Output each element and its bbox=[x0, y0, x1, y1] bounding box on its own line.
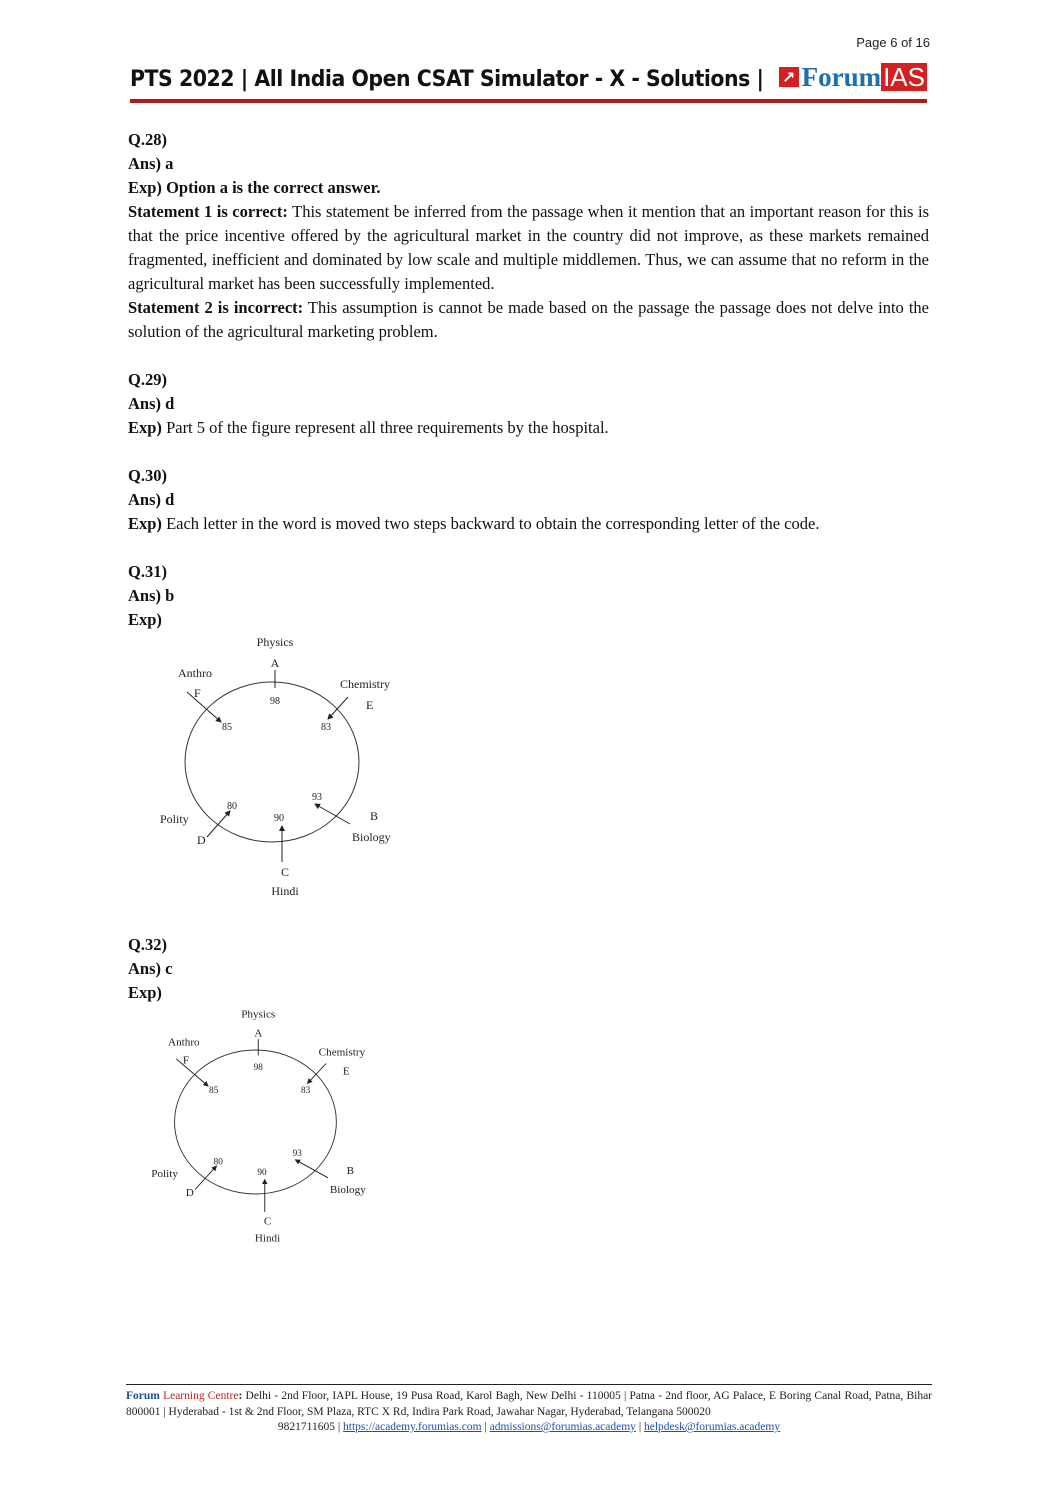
answer: Ans) c bbox=[128, 959, 173, 978]
exp-summary: Option a is the correct answer. bbox=[166, 178, 381, 197]
page-number: Page 6 of 16 bbox=[856, 35, 930, 50]
label-hindi: Hindi bbox=[254, 1232, 281, 1245]
value-83: 83 bbox=[301, 1085, 311, 1096]
footer-website-link[interactable]: https://academy.forumias.com bbox=[343, 1421, 482, 1433]
label-b: B bbox=[370, 809, 379, 823]
value-90: 90 bbox=[274, 813, 284, 824]
exp-label: Exp) bbox=[128, 983, 162, 1002]
question-number: Q.30) bbox=[128, 466, 167, 485]
diagram-q31 bbox=[150, 632, 929, 911]
label-a: A bbox=[270, 656, 280, 670]
arrow-icon: ↗ bbox=[779, 67, 799, 87]
footer-phone: 9821711605 bbox=[277, 1421, 335, 1433]
label-polity: Polity bbox=[160, 812, 189, 826]
label-d: D bbox=[185, 1186, 194, 1199]
arrow-e bbox=[328, 697, 348, 719]
footer-address: Delhi - 2nd Floor, IAPL House, 19 Pusa Road, Karol Bagh, New Delhi - 110005 | Patna - 2nd floor, AG Palace, E Boring Canal Road, Patna, Bihar 800001 | Hyderabad - 1st & 2nd Floor, SM Plaza, RTC X Rd, Indira Park Road, Jawahar Nagar, Hyderabad, Telangana 500020 bbox=[126, 1390, 933, 1418]
answer: Ans) b bbox=[128, 586, 175, 605]
exp-label: Exp) bbox=[128, 418, 162, 437]
question-31 bbox=[128, 560, 929, 911]
question-number: Q.32) bbox=[128, 935, 167, 954]
footer-learning-centre: Learning Centre bbox=[163, 1390, 239, 1402]
arrow-b bbox=[315, 804, 350, 824]
value-80: 80 bbox=[213, 1156, 223, 1167]
arrow-f bbox=[176, 1059, 208, 1086]
footer-admissions-email-link[interactable]: admissions@forumias.academy bbox=[489, 1421, 636, 1433]
label-chemistry: Chemistry bbox=[318, 1046, 366, 1059]
arrow-e bbox=[308, 1064, 327, 1084]
label-biology: Biology bbox=[352, 830, 391, 844]
label-anthro: Anthro bbox=[178, 666, 212, 680]
question-number: Q.28) bbox=[128, 130, 167, 149]
label-anthro: Anthro bbox=[168, 1036, 200, 1049]
diagram-q32 bbox=[142, 1005, 874, 1256]
label-physics: Physics bbox=[241, 1008, 276, 1021]
exp-text: Part 5 of the figure represent all three requirements by the hospital. bbox=[166, 418, 609, 437]
arrow-d bbox=[207, 811, 230, 837]
value-98: 98 bbox=[253, 1061, 263, 1072]
label-f: F bbox=[182, 1054, 190, 1067]
subject-circle-diagram bbox=[142, 1005, 386, 1250]
statement-label: Statement 1 is correct: bbox=[128, 202, 288, 221]
label-c: C bbox=[263, 1215, 272, 1228]
footer-helpdesk-email-link[interactable]: helpdesk@forumias.academy bbox=[644, 1421, 781, 1433]
label-f: F bbox=[194, 686, 201, 700]
exp-label: Exp) bbox=[128, 610, 162, 629]
value-90: 90 bbox=[257, 1167, 267, 1178]
label-physics: Physics bbox=[256, 635, 294, 649]
label-hindi: Hindi bbox=[271, 884, 299, 898]
logo-ias: IAS bbox=[883, 62, 925, 92]
label-e: E bbox=[342, 1065, 350, 1078]
exp-text: Each letter in the word is moved two steps backward to obtain the corresponding letter of the code. bbox=[166, 514, 820, 533]
question-32 bbox=[128, 933, 929, 1284]
label-c: C bbox=[280, 865, 290, 879]
exp-label: Exp) bbox=[128, 178, 162, 197]
footer-colon: : bbox=[238, 1390, 243, 1402]
label-biology: Biology bbox=[329, 1184, 366, 1197]
solutions-content bbox=[128, 128, 929, 1284]
forumias-logo bbox=[779, 63, 927, 91]
question-28 bbox=[128, 128, 929, 344]
label-b: B bbox=[346, 1165, 355, 1178]
label-chemistry: Chemistry bbox=[340, 677, 390, 691]
label-d: D bbox=[197, 833, 206, 847]
arrow-d bbox=[195, 1166, 216, 1189]
label-polity: Polity bbox=[151, 1168, 178, 1180]
label-e: E bbox=[366, 698, 374, 712]
value-93: 93 bbox=[292, 1148, 302, 1159]
page-footer: Forum Learning Centre: Delhi - 2nd Floor, IAPL House, 19 Pusa Road, Karol Bagh, New Delhi - 110005 | Patna - 2nd floor, AG Palace, E Boring Canal Road, Patna, Bihar 800001 | Hyderabad - 1st & 2nd Floor, SM Plaza, RTC X Rd, Indira Park Road, Jawahar Nagar, Hyderabad, Telangana 500020 9821711605 | https://academy.forumias.com | admissions@forumias.academy | helpdesk@forumias.academy bbox=[126, 1384, 932, 1436]
arrow-b bbox=[295, 1160, 328, 1178]
value-83: 83 bbox=[321, 722, 331, 733]
question-number: Q.31) bbox=[128, 562, 167, 581]
answer: Ans) d bbox=[128, 394, 175, 413]
statement-text: This statement be inferred from the passage when it mention that an important reason for this is that the price incentive offered by the agricultural market in the country did not improve, as these markets remained fragmented, inefficient and dominated by low scale and multiple middlemen. Thus, we can assume that no reform in the agricultural market has been successfully implemented. bbox=[128, 202, 930, 293]
footer-forum: Forum bbox=[126, 1390, 160, 1402]
statement-text: This assumption is cannot be made based on the passage the passage does not delve into the solution of the agricultural marketing problem. bbox=[128, 298, 929, 341]
value-98: 98 bbox=[270, 696, 280, 707]
question-number: Q.29) bbox=[128, 370, 167, 389]
question-29 bbox=[128, 368, 929, 440]
statement-label: Statement 2 is incorrect: bbox=[128, 298, 304, 317]
subject-circle-diagram bbox=[150, 632, 412, 904]
label-a: A bbox=[254, 1027, 263, 1040]
value-80: 80 bbox=[227, 801, 237, 812]
value-85: 85 bbox=[208, 1085, 219, 1096]
value-85: 85 bbox=[222, 722, 232, 733]
page-header bbox=[130, 63, 927, 103]
answer: Ans) d bbox=[128, 490, 175, 509]
question-30 bbox=[128, 464, 929, 536]
answer: Ans) a bbox=[128, 154, 174, 173]
arrow-f bbox=[187, 692, 221, 722]
value-93: 93 bbox=[312, 792, 322, 803]
header-title: PTS 2022 | All India Open CSAT Simulator - X - Solutions | bbox=[130, 67, 764, 92]
exp-label: Exp) bbox=[128, 514, 162, 533]
logo-forum: Forum bbox=[801, 61, 882, 92]
